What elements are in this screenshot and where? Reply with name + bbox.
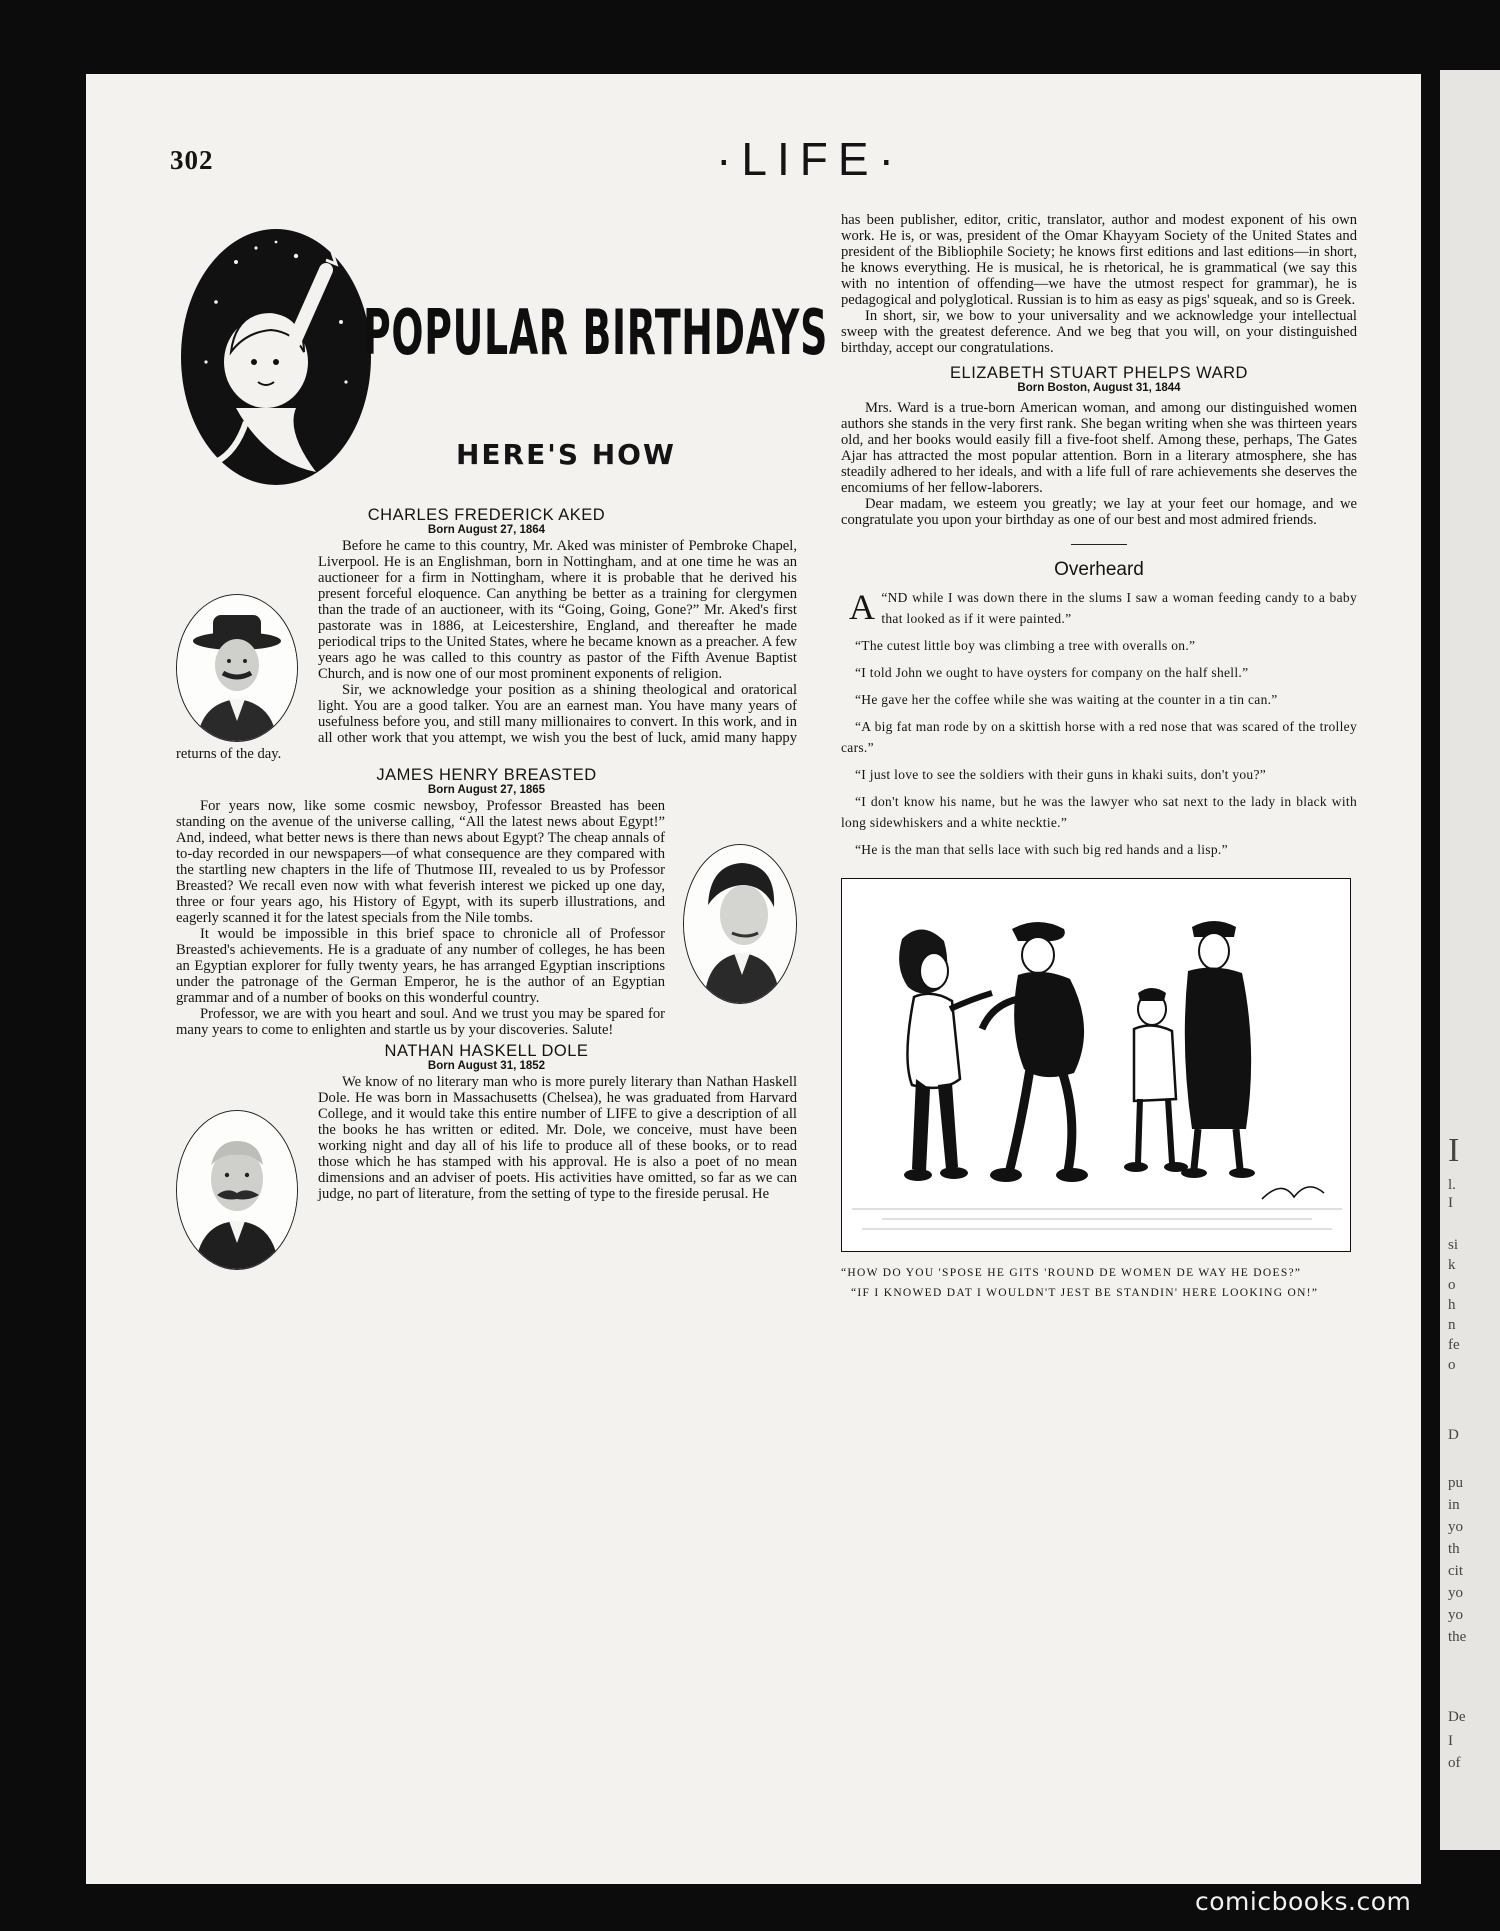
- person-name: CHARLES FREDERICK AKED: [367, 506, 606, 524]
- facing-fragment: o: [1448, 1357, 1456, 1373]
- birth-date: Born August 31, 1852: [427, 1060, 546, 1073]
- facing-fragment: pu: [1448, 1475, 1463, 1491]
- facing-fragment: I: [1448, 1132, 1460, 1169]
- person-name: NATHAN HASKELL DOLE: [384, 1042, 589, 1061]
- breasted-paragraph: It would be impossible in this brief space to chronicle all of Professor Breasted's achievements. He is a graduate of any number of colleges, he has been an Egyptian explorer for fully twenty years, he has arranged Egyptian inscriptions under the patronage of the German Emperor, he is the author of an Egyptian grammar and of a number of books on this wonderful country.: [176, 926, 665, 1007]
- ward-paragraph: Dear madam, we esteem you greatly; we lay at your feet our homage, and we congratulate you upon your birthday as one of our best and most admired friends.: [841, 496, 1357, 529]
- drop-cap: A: [849, 587, 876, 628]
- title-vignette: [176, 212, 829, 502]
- ward-paragraph: Mrs. Ward is a true-born American woman, and among our distinguished women authors she stands in the very first rank. She began writing when she was thirteen years old, and her books would easily fill a five-foot shelf. Among these, perhaps, The Gates Ajar has attracted the most popular attention. Born in a literary atmosphere, she has steadily adhered to her ideals, and with a life full of rare achievements she deserves the encomiums of her fellow-laborers.: [841, 400, 1357, 497]
- facing-fragment: l.: [1448, 1177, 1456, 1193]
- facing-fragment: k: [1448, 1257, 1456, 1273]
- banner-title: POPULAR BIRTHDAYS: [363, 296, 829, 369]
- cherub-illustration: [176, 212, 376, 502]
- facing-fragment: I: [1448, 1733, 1453, 1749]
- facing-fragment: yo: [1448, 1519, 1463, 1535]
- person-name: ELIZABETH STUART PHELPS WARD: [950, 364, 1248, 382]
- birth-date: Born August 27, 1865: [427, 784, 546, 797]
- facing-fragment: the: [1448, 1629, 1467, 1645]
- person-name: JAMES HENRY BREASTED: [376, 766, 597, 785]
- overheard-quote: “I told John we ought to have oysters for company on the half shell.”: [855, 665, 1249, 681]
- breasted-paragraph: Professor, we are with you heart and soul. And we trust you may be spared for many years to come to enlighten and startle us by your discoveries. Salute!: [176, 1006, 665, 1039]
- facing-fragment: th: [1448, 1541, 1460, 1557]
- dole-continued-paragraph: has been publisher, editor, critic, translator, author and modest exponent of his own work. He is, or was, president of the Omar Khayyam Society of the United States and president of the Bibliophile Society; he knows first editions and last editions—in short, he knows everything. He is musical, he is rhetorical, he is grammatical (we say this with no intention of offending—we have the utmost respect for grammar), he is pedagogical and polyglotical. Russian is to him as easy as pigs' squeak, and so is Greek.: [841, 212, 1357, 308]
- facing-fragment: yo: [1448, 1607, 1463, 1623]
- overheard-quote: “He is the man that sells lace with such big red hands and a lisp.”: [855, 842, 1228, 858]
- quote-text: ND while I was down there in the slums I saw a woman feeding candy to a baby that looked as if it were painted.”: [881, 590, 1357, 627]
- aked-paragraph: Before he came to this country, Mr. Aked was minister of Pembroke Chapel, Liverpool. He is an Englishman, born in Nottingham, and at one time he was an auctioneer for a firm in Nottingham, where it is probable that he derived his present forceful eloquence. Can anything be better as a training for clergymen than the trade of an auctioneer, with its “Going, Going, Gone?” Mr. Aked's first pastorate was in 1886, at Leicestershire, England, and thereafter he made periodical trips to the United States, where he became known as a preacher. A few years ago he was called to this country as pastor of the Fifth Avenue Baptist Church, and is now one of our most prominent exponents of religion.: [318, 538, 797, 683]
- facing-fragment: si: [1448, 1237, 1459, 1253]
- watermark: comicbooks.com: [1195, 1887, 1412, 1916]
- overheard-quote: “I don't know his name, but he was the lawyer who sat next to the lady in black with long sidewhiskers and a white necktie.”: [841, 794, 1357, 831]
- aked-paragraph: Sir, we acknowledge your position as a shining theological and oratorical light. You are a good talker. You are an earnest man. You have many years of usefulness before you, and still many millionaires to convert. In this work, and in all other work that you attempt, we wish you the best of luck, amid many happy returns of the day.: [176, 682, 797, 763]
- opening-quote-mark: “: [881, 590, 888, 606]
- overheard-quote: “The cutest little boy was climbing a tree with overalls on.”: [855, 638, 1196, 654]
- facing-fragment: n: [1448, 1317, 1456, 1333]
- overheard-quote: “I just love to see the soldiers with their guns in khaki suits, don't you?”: [855, 767, 1267, 783]
- masthead: ·LIFE·: [716, 133, 904, 185]
- left-column: [176, 212, 829, 1274]
- facing-fragment: yo: [1448, 1585, 1463, 1601]
- cartoon-caption: “HOW DO YOU 'SPOSE HE GITS 'ROUND DE WOMEN DE WAY HE DOES?”: [841, 1267, 1302, 1280]
- right-column: [841, 212, 1357, 1303]
- facing-fragment: I: [1448, 1195, 1453, 1211]
- birth-date: Born August 27, 1864: [427, 524, 546, 537]
- breasted-paragraph: For years now, like some cosmic newsboy, Professor Breasted has been standing on the avenue of the universe calling, “All the latest news about Egypt!” And, indeed, what better news is there than news about Egypt? The cheap annals of to-day recorded in our newspapers—of what consequence are they compared with the startling new chapters in the life of Thutmose III, revealed to us by Professor Breasted? We recall even now with what feverish interest we picked up one day, three or four years ago, his History of Egypt, with its superb illustrations, and eagerly scanned it for the latest specials from the Nile tombs.: [176, 798, 665, 927]
- facing-fragment: D: [1448, 1427, 1459, 1443]
- banner-subtitle: HERE'S HOW: [456, 438, 676, 471]
- cartoon-illustration: [841, 878, 1351, 1252]
- page-number: 302: [170, 145, 214, 175]
- aked-portrait: [176, 594, 298, 742]
- facing-fragment: o: [1448, 1277, 1456, 1293]
- facing-fragment: cit: [1448, 1563, 1463, 1579]
- breasted-portrait: [683, 844, 797, 1004]
- facing-page-edge: [1440, 70, 1500, 1850]
- section-divider: [1071, 544, 1127, 545]
- dole-continued-paragraph: In short, sir, we bow to your universality and we acknowledge your intellectual sweep with the greatest deference. And we beg that you will, on your distinguished birthday, accept our congratulations.: [841, 308, 1357, 356]
- facing-fragment: h: [1448, 1297, 1456, 1313]
- facing-fragment: De: [1448, 1709, 1466, 1725]
- dole-paragraph: We know of no literary man who is more purely literary than Nathan Haskell Dole. He was born in Massachusetts (Chelsea), he was graduated from Harvard College, and it would take this entire number of LIFE to give a description of all the books he has written or edited. Mr. Dole, we conceive, must have been working night and day all of his life to produce all of these books, or to read those which he has stamped with his approval. He is also a poet of no mean dimensions and an adviser of poets. His activities have omitted, so far as we can judge, no part of literature, from the setting of type to the fireside perusal. He: [318, 1074, 797, 1203]
- facing-fragment: fe: [1448, 1337, 1460, 1353]
- overheard-quote: “He gave her the coffee while she was waiting at the counter in a tin can.”: [855, 692, 1278, 708]
- overheard-quote: [841, 587, 1357, 629]
- facing-fragment: in: [1448, 1497, 1460, 1513]
- dole-portrait: [176, 1110, 298, 1270]
- overheard-quote: “A big fat man rode by on a skittish horse with a red nose that was scared of the trolley cars.”: [841, 719, 1357, 756]
- birth-date: Born Boston, August 31, 1844: [1017, 382, 1181, 395]
- facing-fragment: of: [1448, 1755, 1461, 1771]
- cartoon-caption: “IF I KNOWED DAT I WOULDN'T JEST BE STANDIN' HERE LOOKING ON!”: [851, 1287, 1319, 1300]
- overheard-heading: Overheard: [1054, 559, 1144, 581]
